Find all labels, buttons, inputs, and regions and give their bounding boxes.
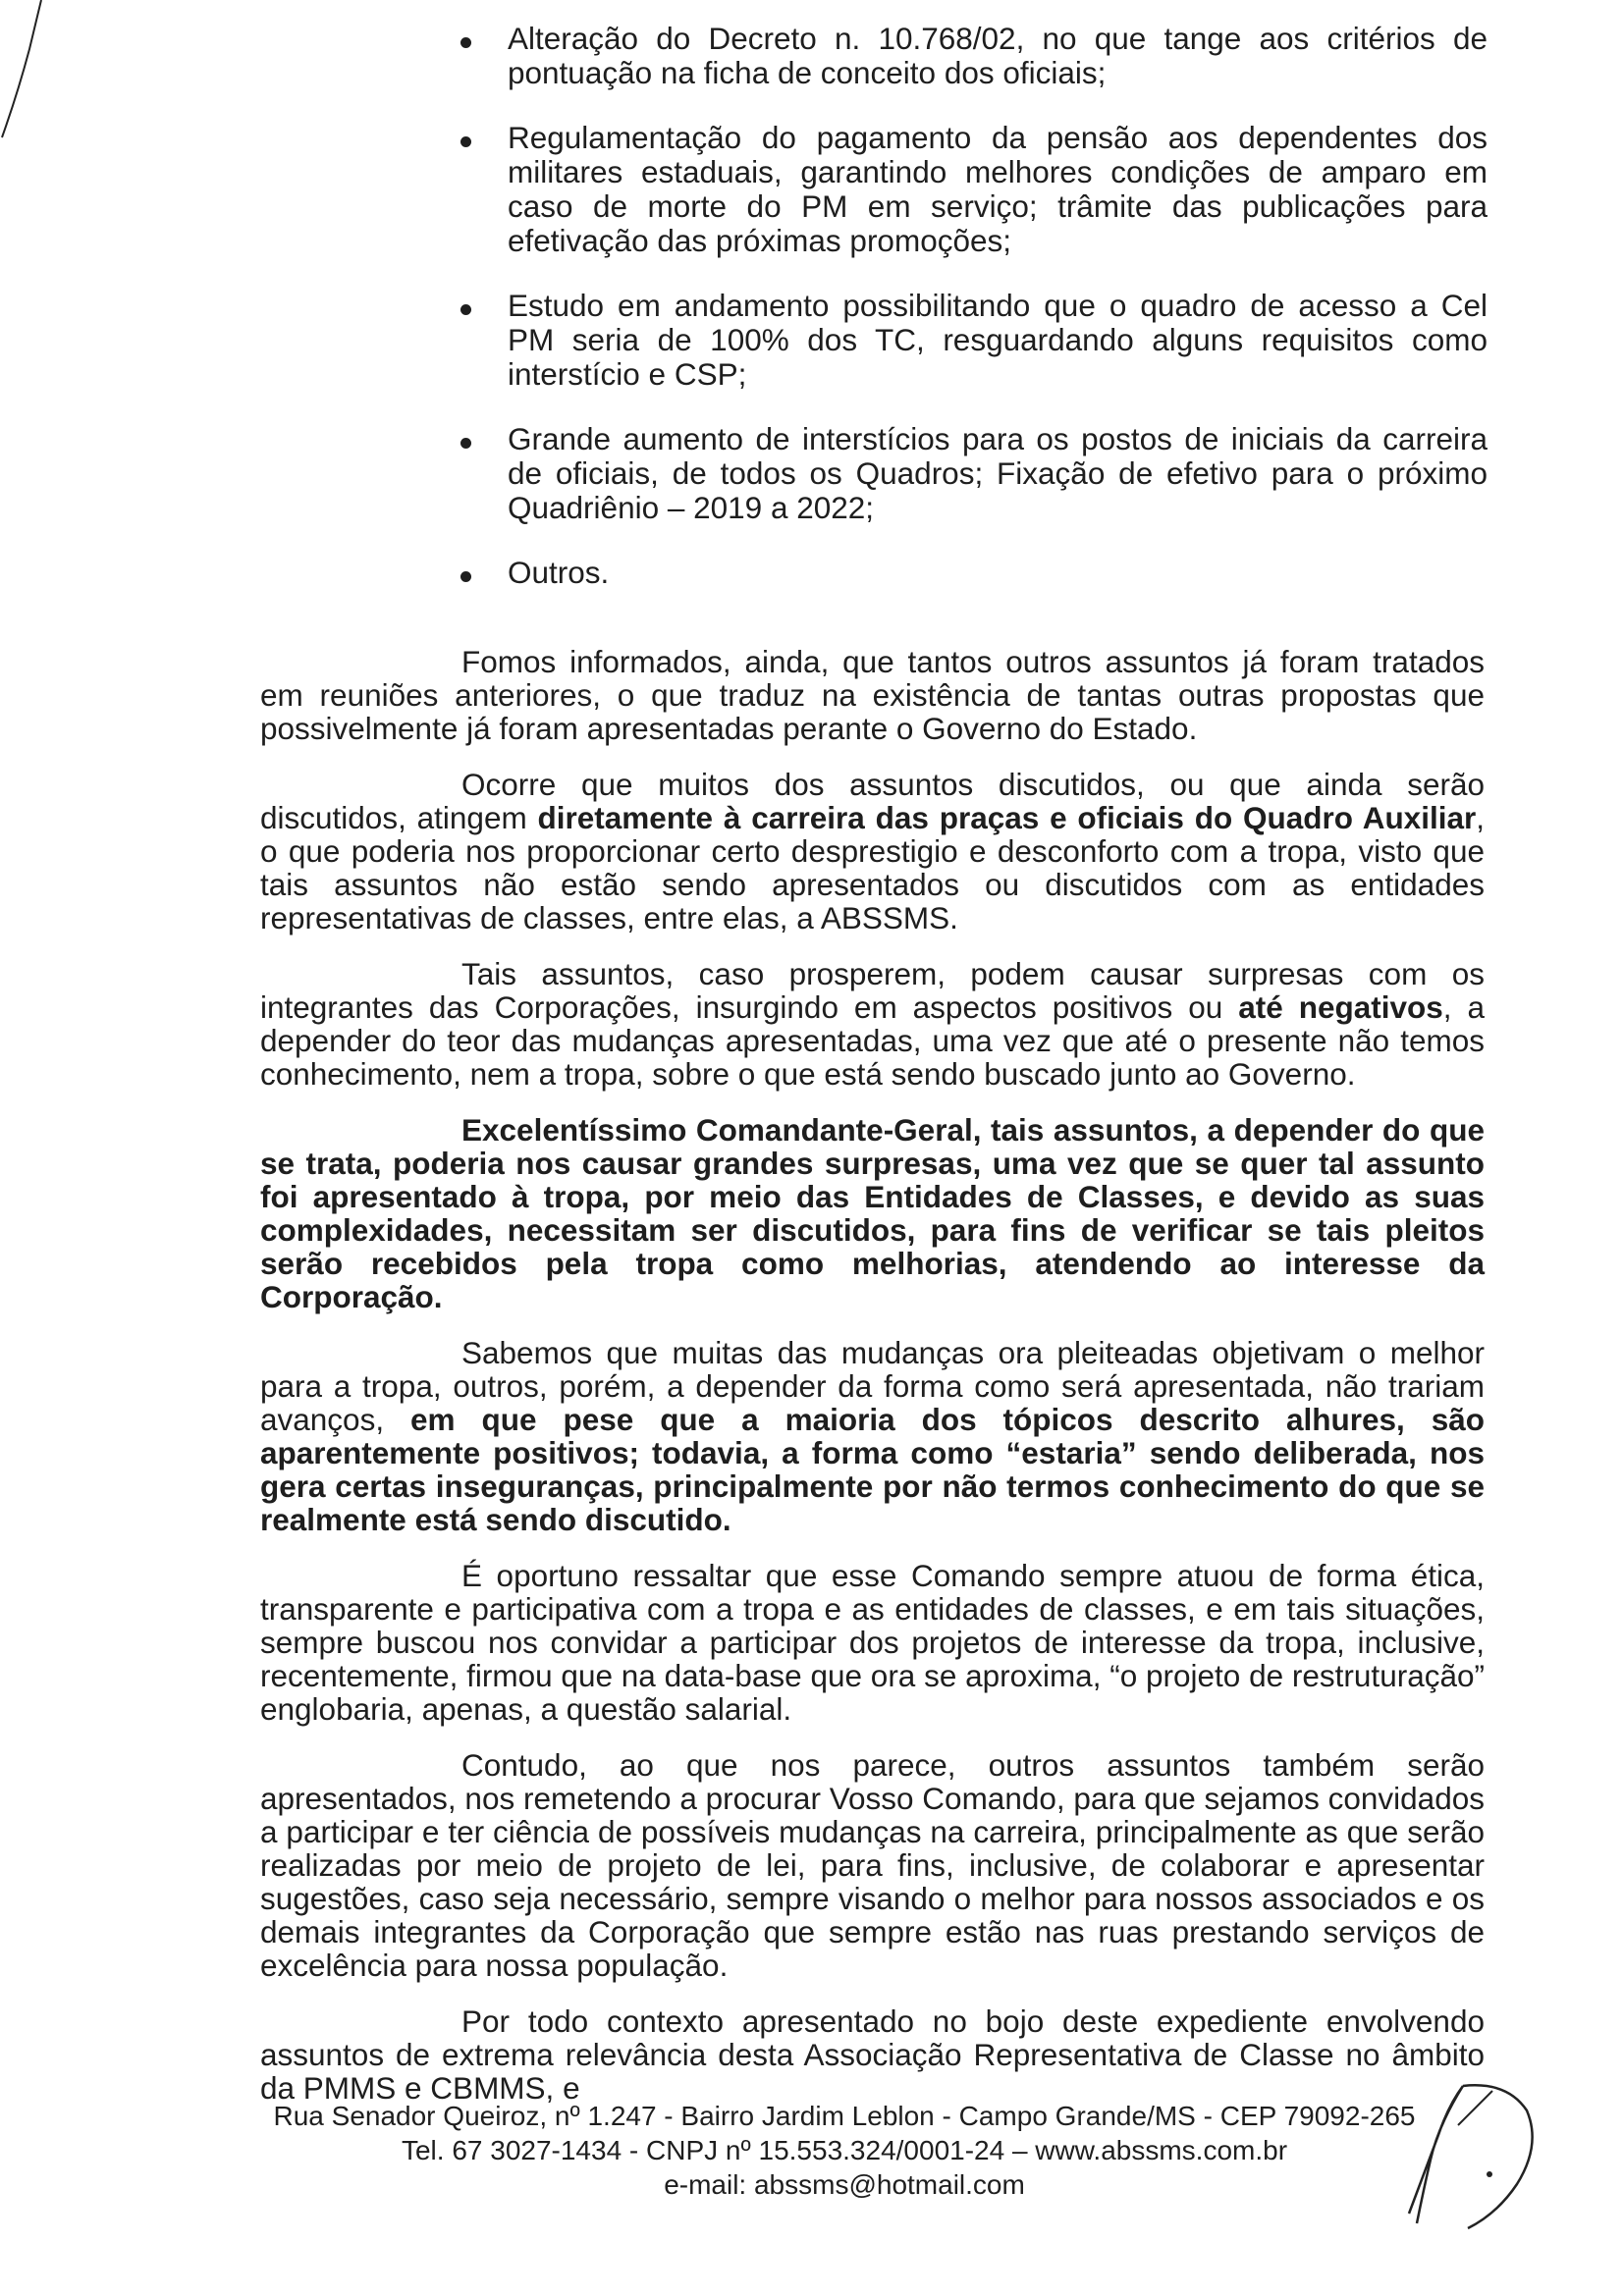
paragraph-carreira: [260, 768, 1485, 934]
footer-address: Rua Senador Queiroz, nº 1.247 - Bairro Jardim Leblon - Campo Grande/MS - CEP 79092-265: [273, 2101, 1416, 2131]
paragraph-comandante-geral: Excelentíssimo Comandante-Geral, tais assuntos, a depender do que se trata, poderia nos causar grandes surpresas, uma vez que se quer tal assunto foi apresentado à tropa, por meio das Entidades de Classes, e devido as suas complexidades, necessitam ser discutidos, para fins de verificar se tais pleitos serão recebidos pela tropa como melhorias, atendendo ao interesse da Corporação.: [260, 1112, 1485, 1314]
paragraph-contudo: Contudo, ao que nos parece, outros assuntos também serão apresentados, nos remetendo a procurar Vosso Comando, para que sejamos convidados a participar e ter ciência de possíveis mudanças na carreira, principalmente as que serão realizadas por meio de projeto de lei, para fins, inclusive, de colaborar e apresentar sugestões, caso seja necessário, sempre visando o melhor para nossos associados e os demais integrantes da Corporação que sempre estão nas ruas prestando serviços de excelência para nossa população.: [260, 1747, 1485, 1983]
letter-body: [260, 645, 1485, 2127]
bullet-item: Outros.: [447, 556, 1488, 590]
letterhead-footer: [226, 2099, 1463, 2202]
margin-pen-mark-icon: [0, 0, 59, 147]
paragraph-reunioes: Fomos informados, ainda, que tantos outros assuntos já foram tratados em reuniões anteriores, o que traduz na existência de tantas outras propostas que possivelmente já foram apresentadas perante o Governo do Estado.: [260, 644, 1485, 746]
paragraph-text: , a depender do teor das mudanças apresentadas, uma vez que até o presente não temos conhecimento, nem a tropa, sobre o que está sendo buscado junto ao Governo.: [260, 989, 1485, 1092]
bullet-item: Regulamentação do pagamento da pensão aos dependentes dos militares estaduais, garantindo melhores condições de amparo em caso de morte do PM em serviço; trâmite das publicações para efetivação das próximas promoções;: [447, 121, 1488, 258]
paragraph-text: Tais assuntos, caso prosperem, podem causar surpresas com os integrantes das Corporações, insurgindo em aspectos positivos ou: [260, 956, 1485, 1025]
signature-initials-icon: [1370, 2066, 1566, 2243]
paragraph-emphasis: em que pese que a maioria dos tópicos descrito alhures, são aparentemente positivos; todavia, a forma como “estaria” sendo deliberada, nos gera certas inseguranças, principalmente por não termos conhecimento do que se realmente está sendo discutido.: [260, 1402, 1485, 1537]
bullet-item: Grande aumento de interstícios para os postos de iniciais da carreira de oficiais, de todos os Quadros; Fixação de efetivo para o próximo Quadriênio – 2019 a 2022;: [447, 422, 1488, 525]
paragraph-surpresas: [260, 957, 1485, 1091]
paragraph-emphasis: diretamente à carreira das praças e oficiais do Quadro Auxiliar: [537, 800, 1477, 835]
paragraph-mudancas: [260, 1336, 1485, 1536]
bullet-item: Estudo em andamento possibilitando que o quadro de acesso a Cel PM seria de 100% dos TC, resguardando alguns requisitos como interstício e CSP;: [447, 289, 1488, 392]
paragraph-contexto: Por todo contexto apresentado no bojo deste expediente envolvendo assuntos de extrema relevância desta Associação Representativa de Classe no âmbito da PMMS e CBMMS, e: [260, 2003, 1485, 2106]
paragraph-text: , o que poderia nos proporcionar certo desprestigio e desconforto com a tropa, visto que tais assuntos não estão sendo apresentados ou discutidos com as entidades representativas de classes, entre elas, a ABSSMS.: [260, 800, 1485, 935]
paragraph-comando-etico: É oportuno ressaltar que esse Comando sempre atuou de forma ética, transparente e participativa com a tropa e as entidades de classes, e em tais situações, sempre buscou nos convidar a participar dos projetos de interesse da tropa, inclusive, recentemente, firmou que na data-base que ora se aproxima, “o projeto de restruturação” englobaria, apenas, a questão salarial.: [260, 1558, 1485, 1727]
paragraph-emphasis: até negativos: [1238, 989, 1443, 1025]
footer-email: e-mail: abssms@hotmail.com: [664, 2169, 1025, 2200]
bullet-item: Alteração do Decreto n. 10.768/02, no que tange aos critérios de pontuação na ficha de conceito dos oficiais;: [447, 22, 1488, 90]
topics-bullet-list: [447, 22, 1488, 620]
footer-contact: Tel. 67 3027-1434 - CNPJ nº 15.553.324/0001-24 – www.abssms.com.br: [401, 2135, 1288, 2165]
paragraph-text: Sabemos que muitas das mudanças ora pleiteadas objetivam o melhor para a tropa, outros, porém, a depender da forma como será apresentada, não trariam avanços,: [260, 1335, 1485, 1437]
paragraph-text: Ocorre que muitos dos assuntos discutidos, ou que ainda serão discutidos, atingem: [260, 767, 1485, 835]
